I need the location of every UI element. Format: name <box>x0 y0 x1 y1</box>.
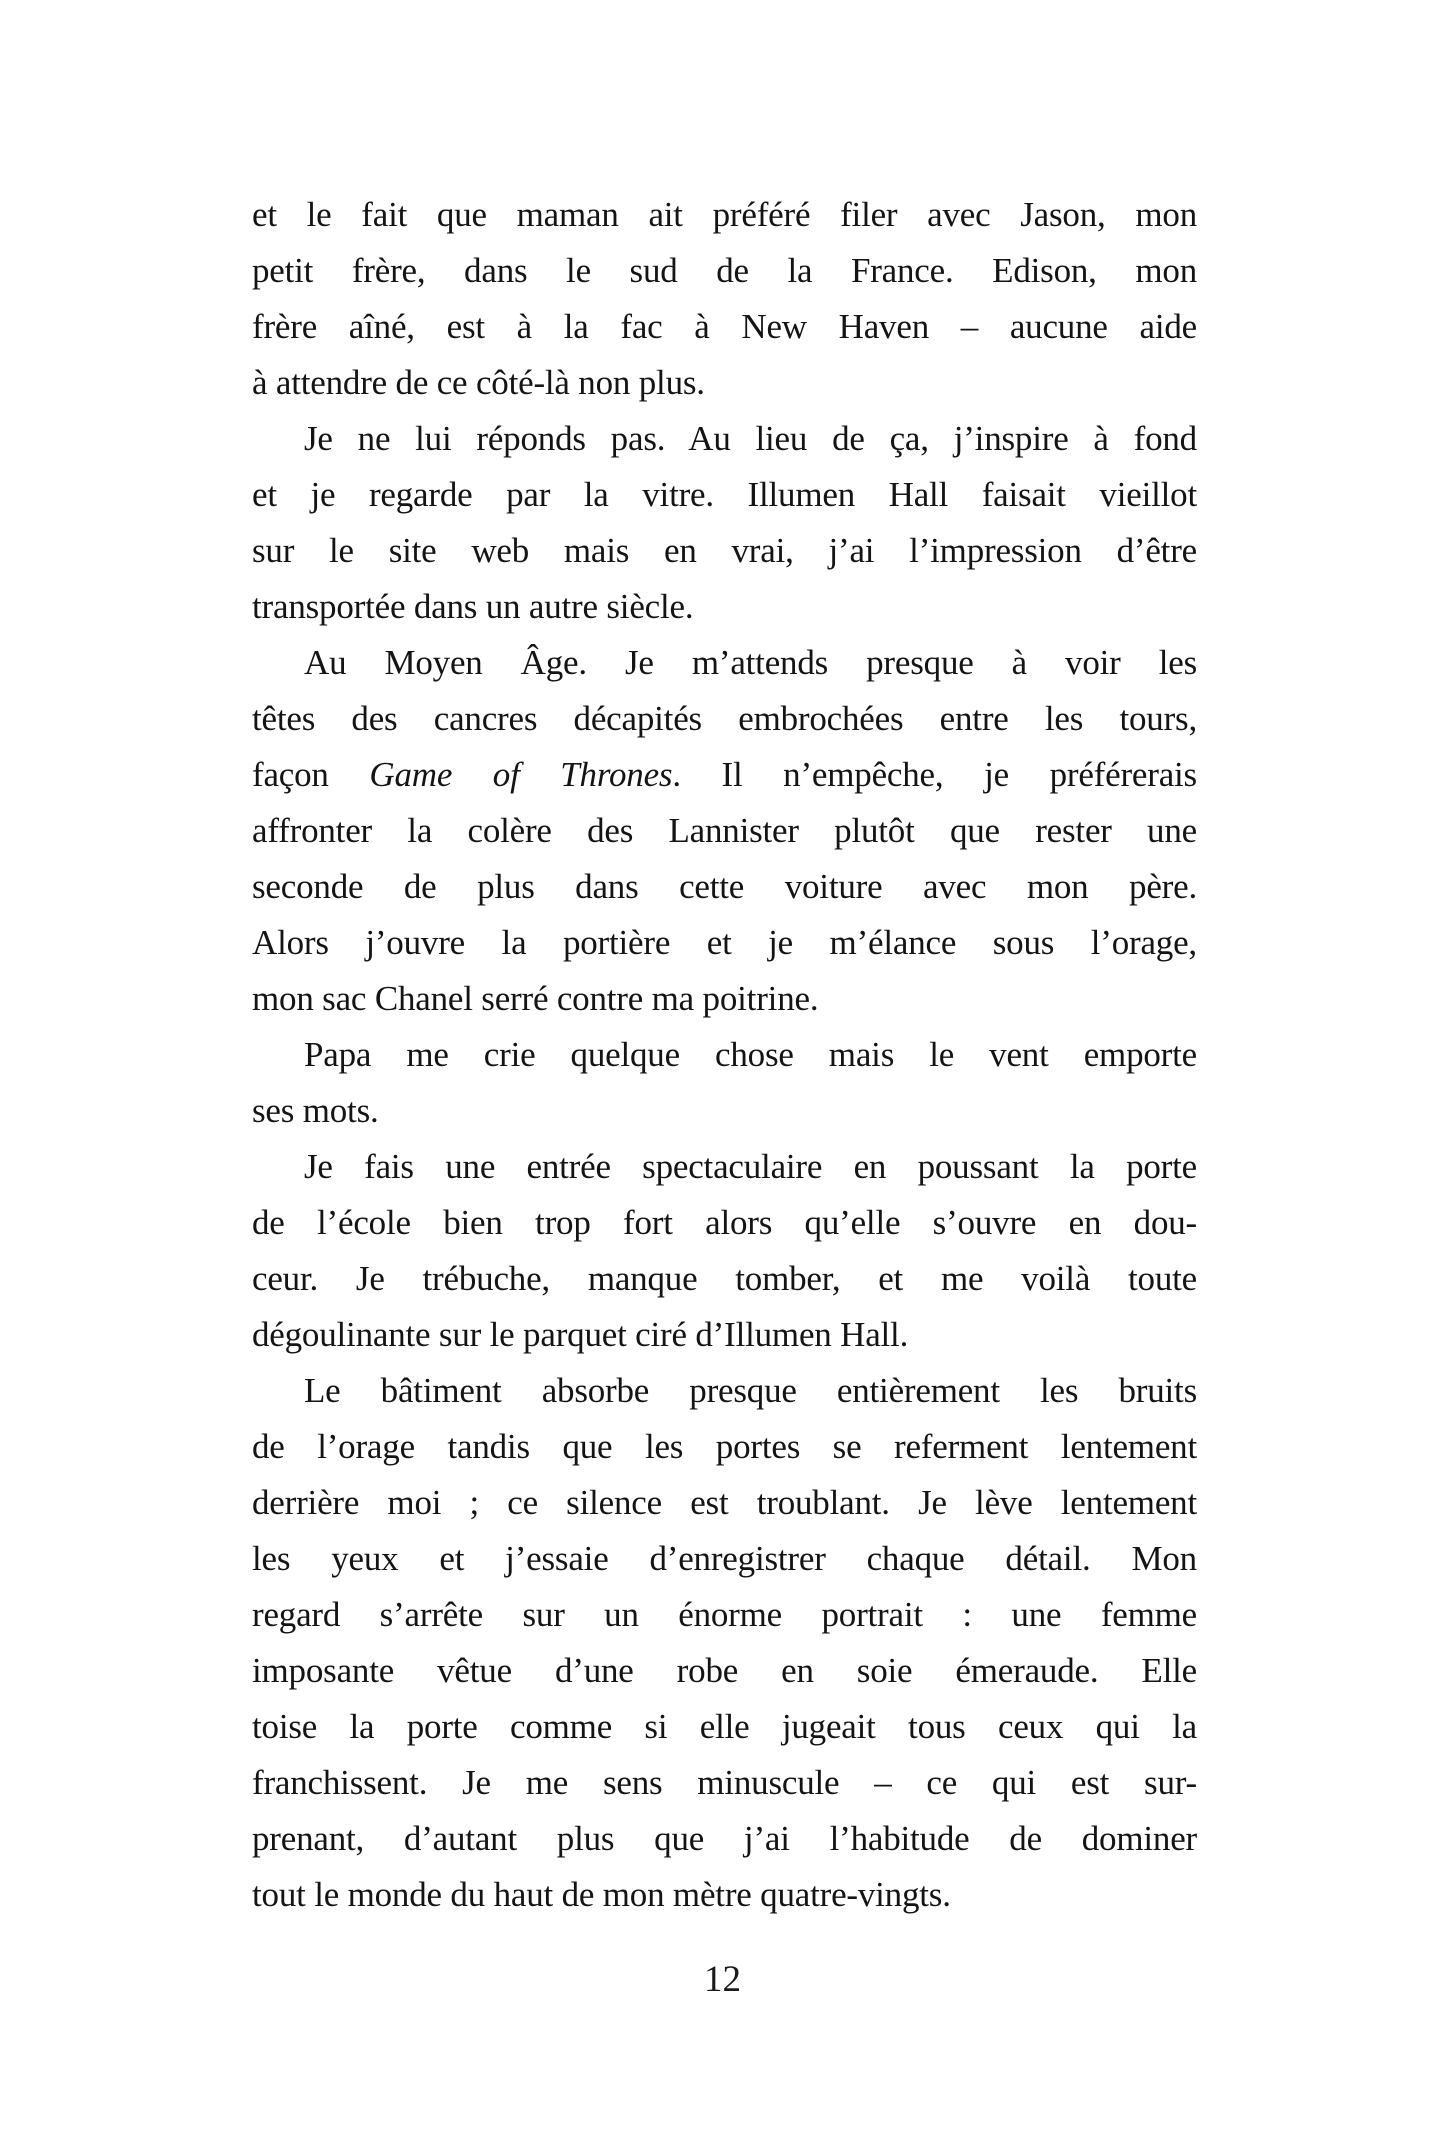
text-line <box>252 1475 1197 1531</box>
text-line <box>252 1195 1197 1251</box>
text-segment: Papa me crie quelque chose mais le vent emporte <box>304 1035 1197 1074</box>
text-line <box>252 1027 1197 1083</box>
text-segment: seconde de plus dans cette voiture avec mon père. <box>252 867 1197 906</box>
text-line <box>252 1811 1197 1867</box>
paragraph <box>252 1027 1197 1139</box>
paragraph <box>252 187 1197 411</box>
text-segment: Alors j’ouvre la portière et je m’élance sous l’orage, <box>252 923 1197 962</box>
text-segment: franchissent. Je me sens minuscule – ce qui est sur- <box>252 1763 1197 1802</box>
text-segment: ses mots. <box>252 1091 379 1130</box>
text-line <box>252 1699 1197 1755</box>
text-line <box>252 467 1197 523</box>
text-segment: têtes des cancres décapités embrochées entre les tours, <box>252 699 1197 738</box>
text-line <box>252 691 1197 747</box>
text-line <box>252 523 1197 579</box>
text-line <box>252 915 1197 971</box>
text-line <box>252 1419 1197 1475</box>
text-segment: Je fais une entrée spectaculaire en poussant la porte <box>304 1147 1197 1186</box>
text-segment: et je regarde par la vitre. Illumen Hall faisait vieillot <box>252 475 1197 514</box>
text-segment: à attendre de ce côté-là non plus. <box>252 363 705 402</box>
text-segment: prenant, d’autant plus que j’ai l’habitude de dominer <box>252 1819 1197 1858</box>
text-segment: imposante vêtue d’une robe en soie émeraude. Elle <box>252 1651 1197 1690</box>
text-segment: de l’école bien trop fort alors qu’elle s’ouvre en dou- <box>252 1203 1197 1242</box>
italic-title-text: Game of Thrones <box>369 755 673 794</box>
text-line <box>252 187 1197 243</box>
text-line <box>252 579 1197 635</box>
text-segment: derrière moi ; ce silence est troublant. Je lève lentement <box>252 1483 1197 1522</box>
paragraph <box>252 635 1197 1027</box>
text-line <box>252 1867 1197 1923</box>
paragraph <box>252 411 1197 635</box>
text-line <box>252 411 1197 467</box>
text-line <box>252 1587 1197 1643</box>
text-segment: Au Moyen Âge. Je m’attends presque à voir les <box>304 643 1197 682</box>
text-block <box>252 187 1197 1923</box>
text-segment: mon sac Chanel serré contre ma poitrine. <box>252 979 819 1018</box>
text-line <box>252 355 1197 411</box>
text-segment: . Il n’empêche, je préférerais <box>672 755 1197 794</box>
text-line <box>252 1643 1197 1699</box>
text-segment: tout le monde du haut de mon mètre quatre-vingts. <box>252 1875 951 1914</box>
text-line <box>252 1363 1197 1419</box>
text-line <box>252 1251 1197 1307</box>
text-segment: toise la porte comme si elle jugeait tous ceux qui la <box>252 1707 1197 1746</box>
text-segment: affronter la colère des Lannister plutôt que rester une <box>252 811 1197 850</box>
text-line <box>252 971 1197 1027</box>
text-line <box>252 1139 1197 1195</box>
text-segment: sur le site web mais en vrai, j’ai l’impression d’être <box>252 531 1197 570</box>
text-line <box>252 859 1197 915</box>
paragraph <box>252 1363 1197 1923</box>
text-segment: et le fait que maman ait préféré filer avec Jason, mon <box>252 195 1197 234</box>
text-segment: façon <box>252 755 370 794</box>
text-segment: Je ne lui réponds pas. Au lieu de ça, j’inspire à fond <box>304 419 1197 458</box>
page-number: 12 <box>704 1959 741 2000</box>
text-line <box>252 1307 1197 1363</box>
text-segment: regard s’arrête sur un énorme portrait : une femme <box>252 1595 1197 1634</box>
text-segment: petit frère, dans le sud de la France. Edison, mon <box>252 251 1197 290</box>
text-segment: les yeux et j’essaie d’enregistrer chaque détail. Mon <box>252 1539 1197 1578</box>
text-segment: de l’orage tandis que les portes se referment lentement <box>252 1427 1197 1466</box>
text-segment: dégoulinante sur le parquet ciré d’Illumen Hall. <box>252 1315 909 1354</box>
text-line <box>252 747 1197 803</box>
text-segment: ceur. Je trébuche, manque tomber, et me voilà toute <box>252 1259 1197 1298</box>
text-line <box>252 299 1197 355</box>
text-line <box>252 803 1197 859</box>
text-line <box>252 243 1197 299</box>
text-line <box>252 1755 1197 1811</box>
text-segment: transportée dans un autre siècle. <box>252 587 694 626</box>
text-line <box>252 1083 1197 1139</box>
text-segment: frère aîné, est à la fac à New Haven – aucune aide <box>252 307 1197 346</box>
text-line <box>252 1531 1197 1587</box>
text-segment: Le bâtiment absorbe presque entièrement les bruits <box>304 1371 1197 1410</box>
paragraph <box>252 1139 1197 1363</box>
text-line <box>252 635 1197 691</box>
